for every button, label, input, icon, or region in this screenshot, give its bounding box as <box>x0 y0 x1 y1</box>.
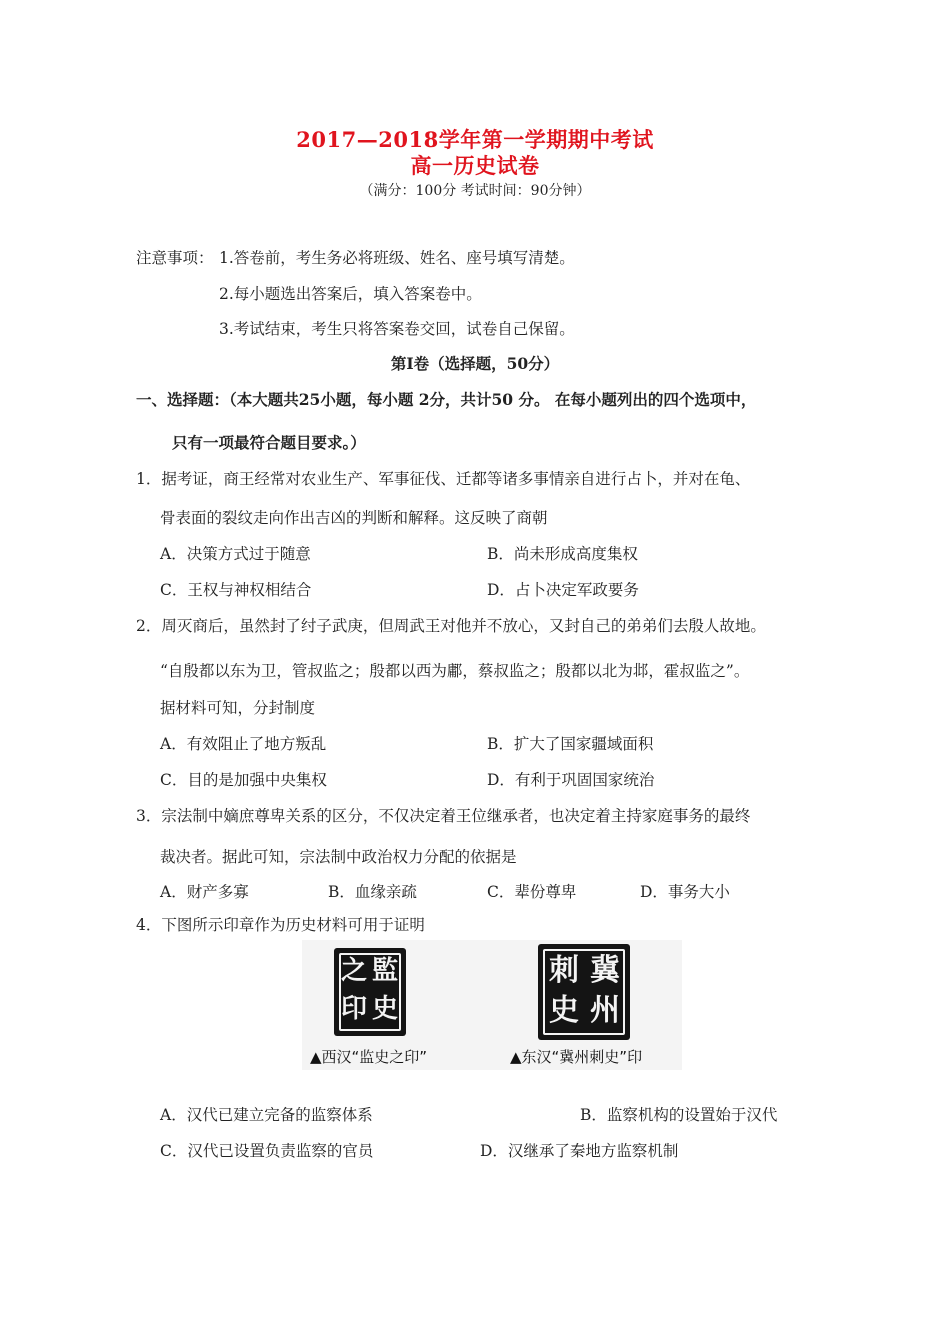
option-b: B．血缘亲疏 <box>328 883 417 901</box>
seal-glyph: 之 <box>340 956 367 986</box>
question-stem: 据材料可知，分封制度 <box>160 699 316 717</box>
seal-image-eastern-han <box>538 944 630 1040</box>
question-stem: 裁决者。据此可知，宗法制中政治权力分配的依据是 <box>160 848 517 866</box>
option-b: B．扩大了国家疆域面积 <box>487 735 654 753</box>
notes-label: 注意事项： <box>136 249 214 267</box>
section-title: 第Ⅰ卷（选择题，50分） <box>390 354 560 373</box>
option-a: A．决策方式过于随意 <box>160 545 311 563</box>
seal-glyph: 刺 <box>549 953 579 988</box>
seal-glyph: 監 <box>371 956 398 986</box>
seal-glyph: 史 <box>371 994 398 1024</box>
option-a: A．财产多寡 <box>160 883 249 901</box>
option-b: B．尚未形成高度集权 <box>487 545 638 563</box>
seal-caption-eastern-han: ▲东汉“冀州刺史”印 <box>510 1048 643 1066</box>
exam-info: （满分：100分 考试时间：90分钟） <box>359 183 591 199</box>
question-stem: 骨表面的裂纹走向作出吉凶的判断和解释。这反映了商朝 <box>160 509 548 527</box>
option-d: D．占卜决定军政要务 <box>487 581 639 599</box>
option-a: A．汉代已建立完备的监察体系 <box>160 1106 373 1124</box>
seal-glyph: 冀 <box>590 953 620 988</box>
note-item: 3.考试结束，考生只将答案卷交回，试卷自己保留。 <box>219 320 575 338</box>
option-a: A．有效阻止了地方叛乱 <box>160 735 327 753</box>
note-item: 1.答卷前，考生务必将班级、姓名、座号填写清楚。 <box>219 249 575 267</box>
exam-subtitle: 高一历史试卷 <box>410 153 540 178</box>
option-c: C．辈份尊卑 <box>487 883 577 901</box>
question-stem: “自殷都以东为卫，管叔监之；殷都以西为鄘，蔡叔监之；殷都以北为邶，霍叔监之”。 <box>160 662 750 680</box>
option-d: D．有利于巩固国家统治 <box>487 771 655 789</box>
option-c: C．王权与神权相结合 <box>160 581 312 599</box>
option-d: D．汉继承了秦地方监察机制 <box>480 1142 679 1160</box>
exam-title: 2017—2018学年第一学期期中考试 <box>296 127 654 152</box>
seal-glyph: 印 <box>340 994 367 1024</box>
option-c: C．汉代已设置负责监察的官员 <box>160 1142 374 1160</box>
seal-image-western-han <box>334 948 406 1036</box>
question-stem: 4．下图所示印章作为历史材料可用于证明 <box>136 916 425 934</box>
seal-glyph: 史 <box>549 993 579 1028</box>
option-b: B．监察机构的设置始于汉代 <box>580 1106 778 1124</box>
seal-glyph: 州 <box>590 993 620 1028</box>
section-heading-cont: 只有一项最符合题目要求。） <box>172 433 366 452</box>
seal-figure <box>302 940 682 1070</box>
question-stem: 1．据考证，商王经常对农业生产、军事征伐、迁都等诸多事情亲自进行占卜，并对在龟、 <box>136 470 751 488</box>
seal-caption-western-han: ▲西汉“监史之印” <box>310 1048 428 1066</box>
section-heading: 一、选择题：（本大题共25小题，每小题 2分，共计50 分。 在每小题列出的四个选项中， <box>136 390 757 409</box>
note-item: 2.每小题选出答案后，填入答案卷中。 <box>219 285 482 303</box>
question-stem: 3．宗法制中嫡庶尊卑关系的区分，不仅决定着王位继承者，也决定着主持家庭事务的最终 <box>136 807 751 825</box>
option-c: C．目的是加强中央集权 <box>160 771 327 789</box>
option-d: D．事务大小 <box>640 883 730 901</box>
question-stem: 2．周灭商后，虽然封了纣子武庚，但周武王对他并不放心，又封自己的弟弟们去殷人故地。 <box>136 617 766 635</box>
